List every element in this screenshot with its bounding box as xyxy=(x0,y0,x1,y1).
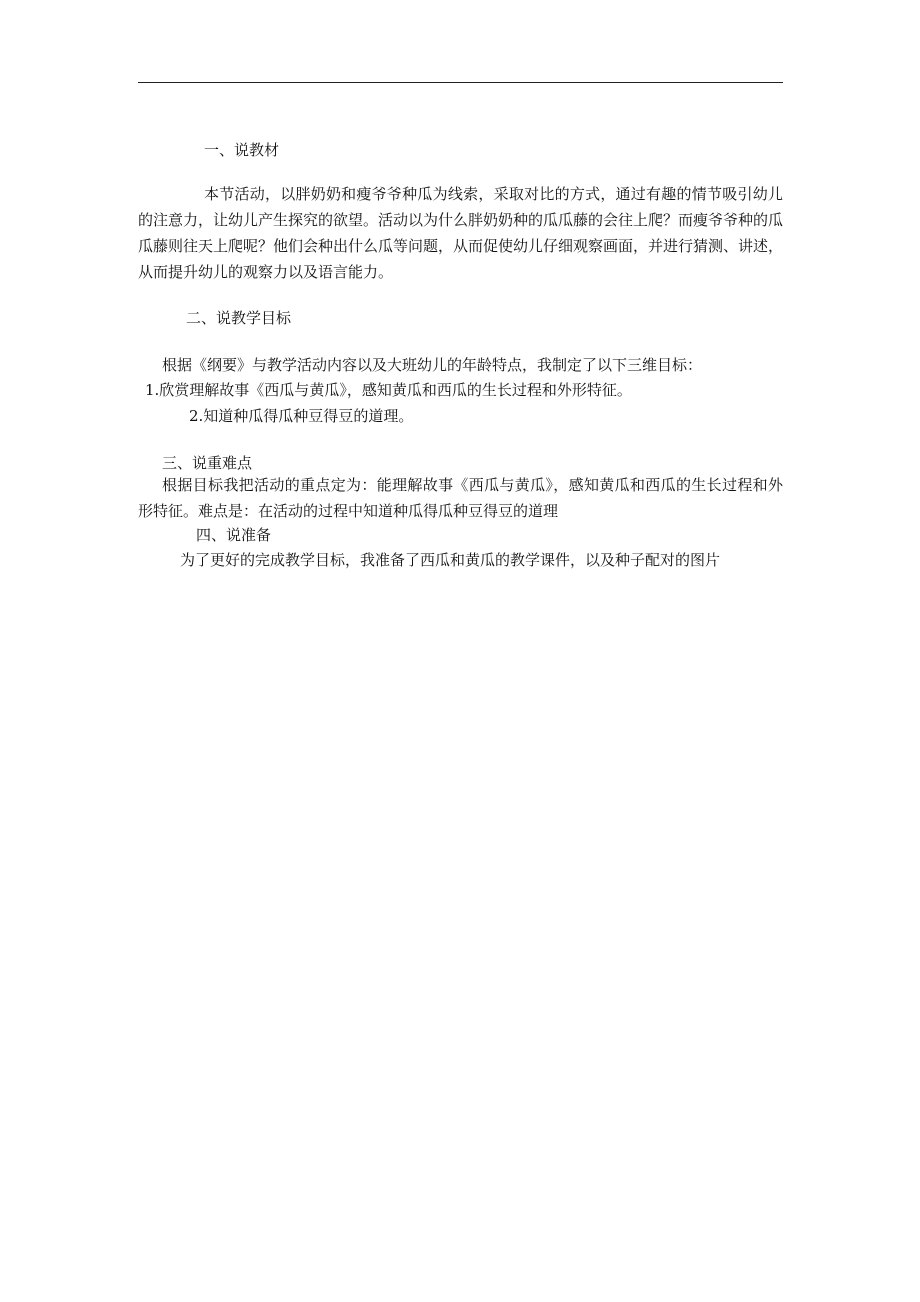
goals-intro: 根据《纲要》与教学活动内容以及大班幼儿的年龄特点，我制定了以下三维目标： xyxy=(162,356,703,374)
section-body-material: 本节活动，以胖奶奶和瘦爷爷种瓜为线索，采取对比的方式，通过有趣的情节吸引幼儿的注意力，让幼儿产生探究的欲望。活动以为什么胖奶奶种的瓜瓜藤的会往上爬？而瘦爷爷种的瓜瓜藤则往天上爬呢？他们会种出什么瓜等问题，从而促使幼儿仔细观察画面，并进行猜测、讲述，从而提升幼儿的观察力以及语言能力。 xyxy=(138,185,784,281)
goal-item-1: 1.欣赏理解故事《西瓜与黄瓜》，感知黄瓜和西瓜的生长过程和外形特征。 xyxy=(145,381,632,399)
header-rule xyxy=(138,82,783,83)
section-body-preparation: 为了更好的完成教学目标，我准备了西瓜和黄瓜的教学课件，以及种子配对的图片 xyxy=(180,551,721,569)
section-heading-preparation: 四、说准备 xyxy=(196,526,272,544)
section-heading-material: 一、说教材 xyxy=(204,141,280,159)
section-heading-goals: 二、说教学目标 xyxy=(186,309,292,327)
section-heading-keypoints: 三、说重难点 xyxy=(162,454,253,472)
goal-item-2: 2.知道种瓜得瓜种豆得豆的道理。 xyxy=(189,407,414,425)
section-body-keypoints: 根据目标我把活动的重点定为：能理解故事《西瓜与黄瓜》，感知黄瓜和西瓜的生长过程和外形特征。难点是：在活动的过程中知道种瓜得瓜种豆得豆的道理 xyxy=(138,476,783,520)
